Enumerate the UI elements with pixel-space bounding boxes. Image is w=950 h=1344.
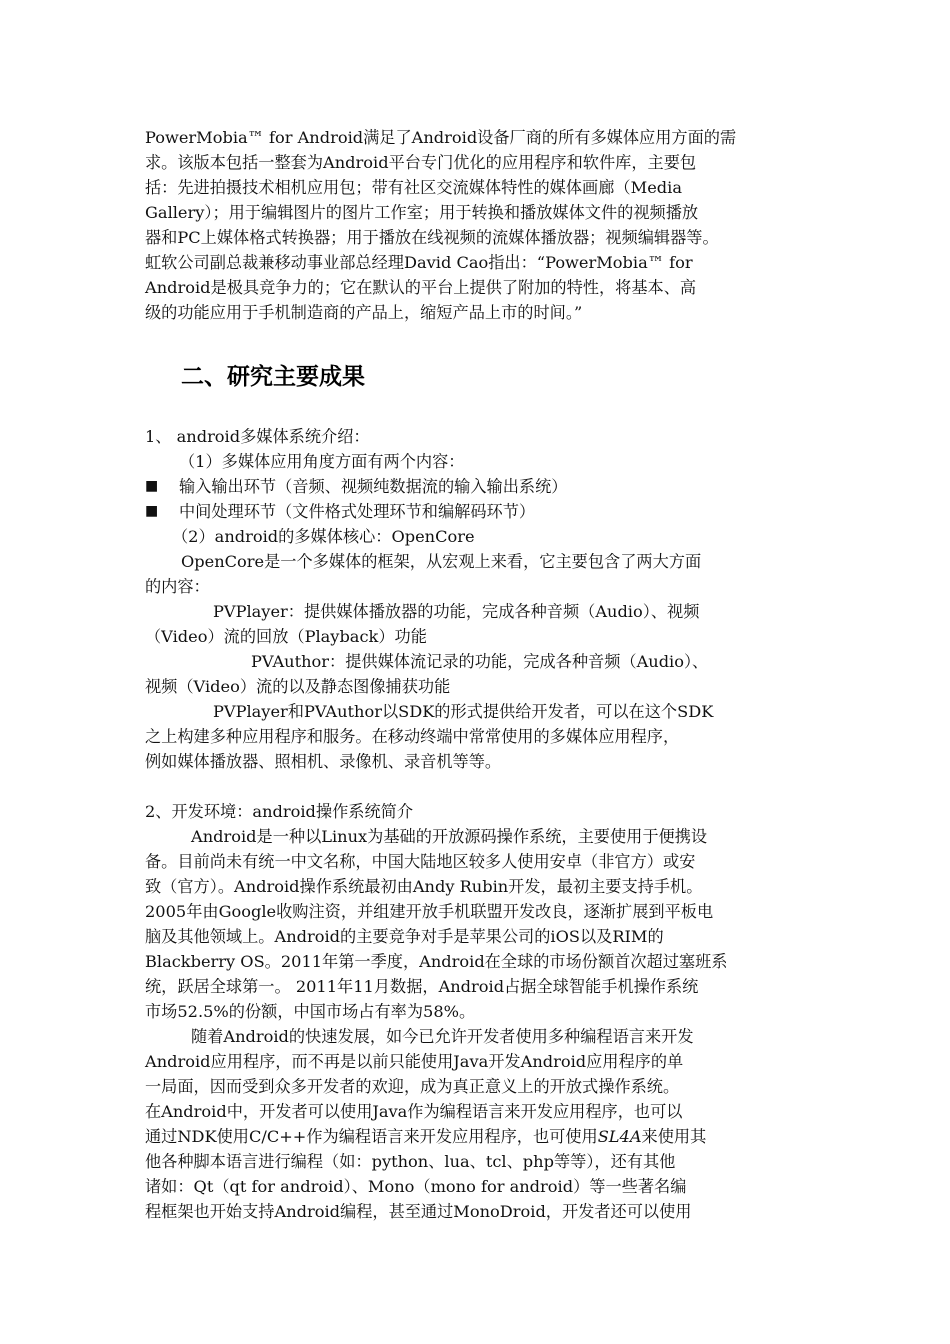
para2-line: Android应用程序，而不再是以前只能使用Java开发Android应用程序的单 xyxy=(145,1052,684,1071)
opencore-line: 的内容： xyxy=(145,577,210,596)
para2-line-ndk xyxy=(145,1124,706,1149)
para2-line: 一局面，因而受到众多开发者的欢迎，成为真正意义上的开放式操作系统。 xyxy=(145,1077,680,1096)
intro-line: 括：先进拍摄技术相机应用包；带有社区交流媒体特性的媒体画廊（Media xyxy=(145,178,682,197)
bullet-item: 输入输出环节（音频、视频纯数据流的输入输出系统） xyxy=(179,477,568,496)
sdk-line: 例如媒体播放器、照相机、录像机、录音机等等。 xyxy=(145,752,502,771)
opencore-line: OpenCore是一个多媒体的框架，从宏观上来看，它主要包含了两大方面 xyxy=(181,552,702,571)
intro-line: 虹软公司副总裁兼移动事业部总经理David Cao指出：“PowerMobia™ for xyxy=(145,253,693,272)
intro-line: 级的功能应用于手机制造商的产品上，缩短产品上市的时间。” xyxy=(145,303,583,322)
bullet-icon: ■ xyxy=(145,478,159,494)
para1-line: 脑及其他领域上。Android的主要竞争对手是苹果公司的iOS以及RIM的 xyxy=(145,927,664,946)
para1-line: 统，跃居全球第一。 2011年11月数据，Android占据全球智能手机操作系统 xyxy=(145,977,699,996)
para1-line: Blackberry OS。2011年第一季度，Android在全球的市场份额首次超过塞班系 xyxy=(145,952,728,971)
para1-line: 备。目前尚未有统一中文名称，中国大陆地区较多人使用安卓（非官方）或安 xyxy=(145,852,696,871)
sdk-line: PVPlayer和PVAuthor以SDK的形式提供给开发者，可以在这个SDK xyxy=(213,702,714,721)
para1-line: 2005年由Google收购注资，并组建开放手机联盟开发改良，逐渐扩展到平板电 xyxy=(145,902,714,921)
para2-line: 他各种脚本语言进行编程（如：python、lua、tcl、php等等），还有其他 xyxy=(145,1152,676,1171)
section2-title: 2、开发环境：android操作系统简介 xyxy=(145,802,414,821)
section1-sub1: （1）多媒体应用角度方面有两个内容： xyxy=(179,452,465,471)
sdk-line: 之上构建多种应用程序和服务。在移动终端中常常使用的多媒体应用程序， xyxy=(145,727,680,746)
para1-line: 致（官方）。Android操作系统最初由Andy Rubin开发，最初主要支持手机。 xyxy=(145,877,703,896)
para2-line: 随着Android的快速发展，如今已允许开发者使用多种编程语言来开发 xyxy=(191,1027,694,1046)
para2-line: 诸如：Qt（qt for android）、Mono（mono for android）等一些著名编 xyxy=(145,1177,687,1196)
pvauthor-line: PVAuthor：提供媒体流记录的功能，完成各种音频（Audio）、 xyxy=(251,652,709,671)
bullet-icon: ■ xyxy=(145,503,159,519)
section1-title: 1、 android多媒体系统介绍： xyxy=(145,427,370,446)
section-heading: 二、研究主要成果 xyxy=(181,364,365,390)
bullet-item: 中间处理环节（文件格式处理环节和编解码环节） xyxy=(179,502,536,521)
sl4a-text: SL4A xyxy=(597,1127,642,1146)
ndk-text-end: 来使用其 xyxy=(641,1127,707,1146)
intro-line: PowerMobia™ for Android满足了Android设备厂商的所有多媒体应用方面的需 xyxy=(145,128,737,147)
intro-line: Gallery）；用于编辑图片的图片工作室；用于转换和播放媒体文件的视频播放 xyxy=(145,203,699,222)
para1-line: 市场52.5%的份额，中国市场占有率为58%。 xyxy=(145,1002,476,1021)
para2-line: 程框架也开始支持Android编程，甚至通过MonoDroid，开发者还可以使用 xyxy=(145,1202,692,1221)
section1-sub2: （2）android的多媒体核心：OpenCore xyxy=(172,527,475,546)
para1-line: Android是一种以Linux为基础的开放源码操作系统，主要使用于便携设 xyxy=(191,827,708,846)
intro-line: 求。该版本包括一整套为Android平台专门优化的应用程序和软件库，主要包 xyxy=(145,153,697,172)
pvplayer-line: PVPlayer：提供媒体播放器的功能，完成各种音频（Audio）、视频 xyxy=(213,602,700,621)
intro-line: 器和PC上媒体格式转换器；用于播放在线视频的流媒体播放器；视频编辑器等。 xyxy=(145,228,719,247)
intro-line: Android是极具竞争力的；它在默认的平台上提供了附加的特性，将基本、高 xyxy=(145,278,697,297)
pvauthor-line: 视频（Video）流的以及静态图像捕获功能 xyxy=(145,677,451,696)
pvplayer-line: （Video）流的回放（Playback）功能 xyxy=(145,627,427,646)
ndk-text: 通过NDK使用C/C++作为编程语言来开发应用程序，也可使用 xyxy=(145,1127,598,1146)
para2-line: 在Android中，开发者可以使用Java作为编程语言来开发应用程序，也可以 xyxy=(145,1102,683,1121)
